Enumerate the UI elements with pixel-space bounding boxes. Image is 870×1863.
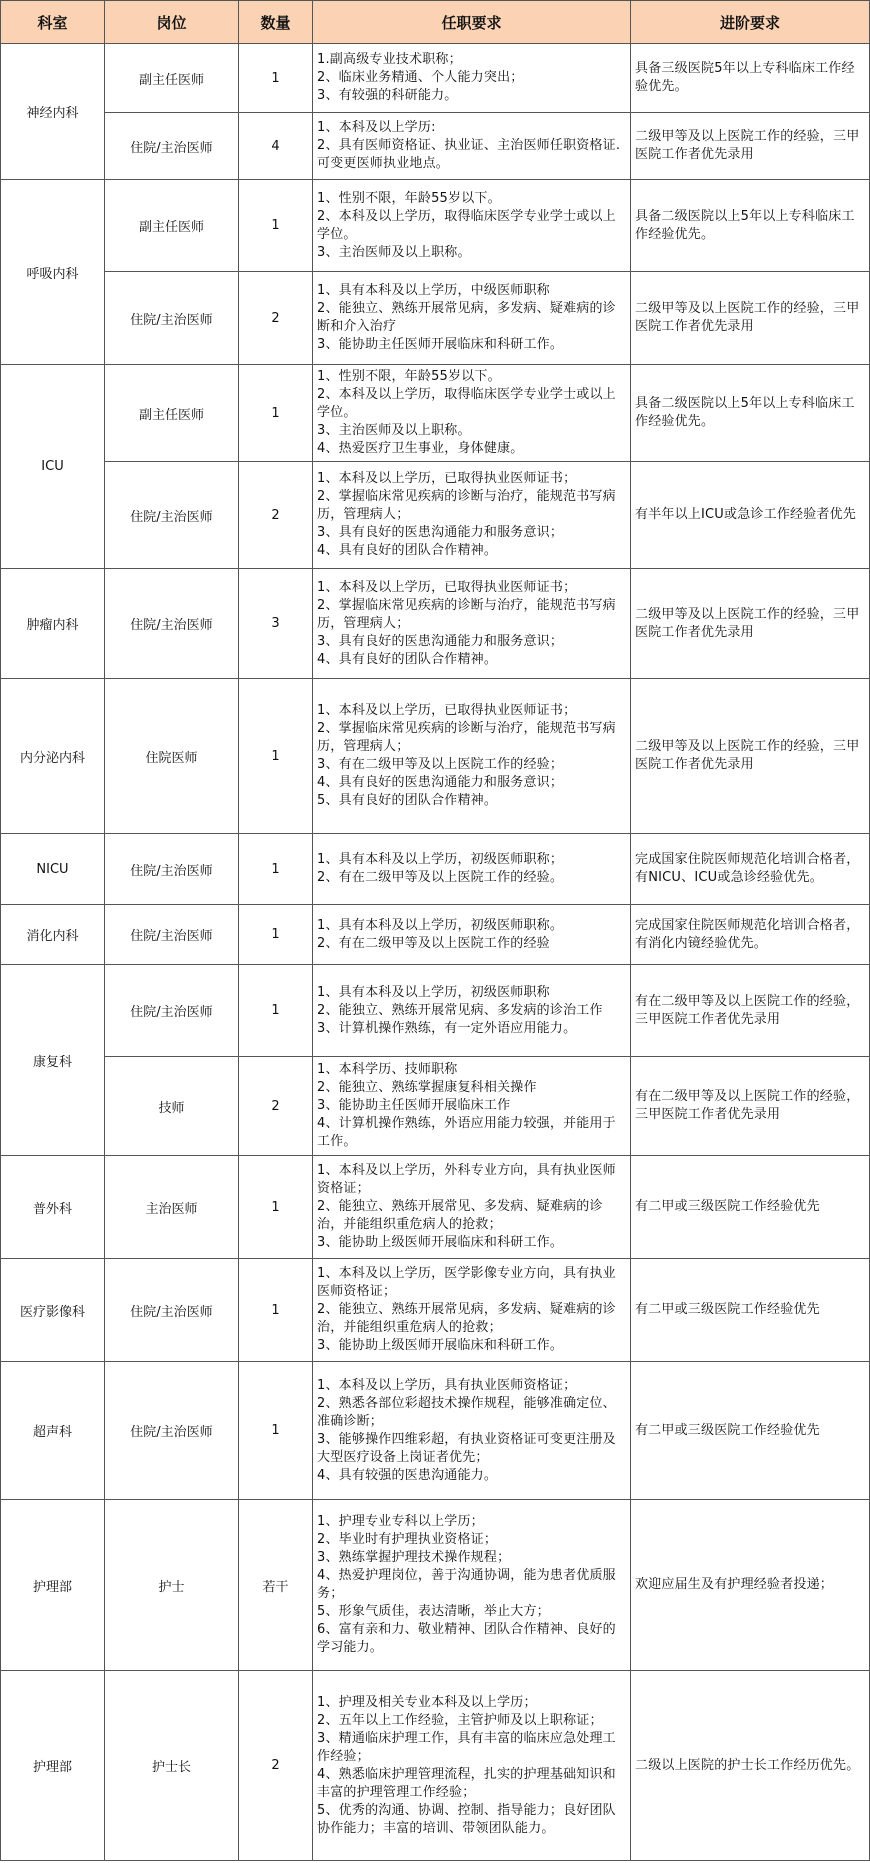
position-cell: 住院医师 [105,679,239,834]
table-row [1,180,870,272]
count-cell: 2 [239,1671,313,1861]
position-cell: 副主任医师 [105,180,239,272]
dept-cell: 医疗影像科 [1,1259,105,1362]
requirements-cell: 1、护理专业专科以上学历； 2、毕业时有护理执业资格证； 3、熟练掌握护理技术操作规程； 4、热爱护理岗位，善于沟通协调，能为患者优质服务； 5、形象气质佳，表达清晰，举止大方； 6、富有亲和力、敬业精神、团队合作精神、良好的学习能力。 [313,1500,631,1671]
count-cell: 1 [239,834,313,905]
table-row [1,272,870,365]
header-requirements: 任职要求 [313,1,631,44]
position-cell: 住院/主治医师 [105,272,239,365]
position-cell: 住院/主治医师 [105,462,239,569]
header-count: 数量 [239,1,313,44]
dept-cell: ICU [1,365,105,569]
table-row [1,1671,870,1861]
table-row [1,1156,870,1259]
count-cell: 1 [239,679,313,834]
dept-cell: 普外科 [1,1156,105,1259]
table-row [1,834,870,905]
requirements-cell: 1、护理及相关专业本科及以上学历； 2、五年以上工作经验，主管护师及以上职称证； 3、精通临床护理工作，具有丰富的临床应急处理工作经验； 4、熟悉临床护理管理流程，扎实的护理基础知识和丰富的护理管理工作经验； 5、优秀的沟通、协调、控制、指导能力；良好团队协作能力；丰富的培训、带领团队能力。 [313,1671,631,1861]
advanced-cell: 二级甲等及以上医院工作的经验，三甲医院工作者优先录用 [631,569,870,679]
requirements-cell: 1.副高级专业技术职称； 2、临床业务精通、个人能力突出； 3、有较强的科研能力。 [313,44,631,113]
requirements-cell: 1、性别不限，年龄55岁以下。 2、本科及以上学历，取得临床医学专业学士或以上学位。 3、主治医师及以上职称。 [313,180,631,272]
count-cell: 1 [239,965,313,1057]
table-row [1,462,870,569]
count-cell: 1 [239,1362,313,1500]
count-cell: 2 [239,1057,313,1156]
table-row [1,569,870,679]
header-position: 岗位 [105,1,239,44]
table-row [1,965,870,1057]
requirements-cell: 1、本科及以上学历，已取得执业医师证书； 2、掌握临床常见疾病的诊断与治疗，能规范书写病历，管理病人； 3、具有良好的医患沟通能力和服务意识； 4、具有良好的团队合作精神。 [313,462,631,569]
position-cell: 住院/主治医师 [105,834,239,905]
position-cell: 主治医师 [105,1156,239,1259]
position-cell: 副主任医师 [105,365,239,462]
advanced-cell: 完成国家住院医师规范化培训合格者，有消化内镜经验优先。 [631,905,870,965]
requirements-cell: 1、本科学历、技师职称 2、能独立、熟练掌握康复科相关操作 3、能协助主任医师开展临床工作 4、计算机操作熟练，外语应用能力较强，并能用于工作。 [313,1057,631,1156]
dept-cell: 护理部 [1,1500,105,1671]
advanced-cell: 完成国家住院医师规范化培训合格者，有NICU、ICU或急诊经验优先。 [631,834,870,905]
table-row [1,1259,870,1362]
requirements-cell: 1、具有本科及以上学历，初级医师职称； 2、有在二级甲等及以上医院工作的经验。 [313,834,631,905]
dept-cell: 消化内科 [1,905,105,965]
dept-cell: 超声科 [1,1362,105,1500]
header-advanced: 进阶要求 [631,1,870,44]
advanced-cell: 二级甲等及以上医院工作的经验，三甲医院工作者优先录用 [631,679,870,834]
count-cell: 1 [239,1156,313,1259]
advanced-cell: 欢迎应届生及有护理经验者投递； [631,1500,870,1671]
advanced-cell: 有在二级甲等及以上医院工作的经验，三甲医院工作者优先录用 [631,965,870,1057]
requirements-cell: 1、本科及以上学历: 2、具有医师资格证、执业证、主治医师任职资格证.可变更医师执业地点。 [313,113,631,180]
table-row [1,113,870,180]
advanced-cell: 有二甲或三级医院工作经验优先 [631,1362,870,1500]
advanced-cell: 二级甲等及以上医院工作的经验，三甲医院工作者优先录用 [631,272,870,365]
position-cell: 副主任医师 [105,44,239,113]
dept-cell: NICU [1,834,105,905]
dept-cell: 肿瘤内科 [1,569,105,679]
count-cell: 1 [239,905,313,965]
requirements-cell: 1、本科及以上学历，已取得执业医师证书； 2、掌握临床常见疾病的诊断与治疗，能规范书写病历，管理病人； 3、有在二级甲等及以上医院工作的经验； 4、具有良好的医患沟通能力和服务意识； 5、具有良好的团队合作精神。 [313,679,631,834]
advanced-cell: 有二甲或三级医院工作经验优先 [631,1259,870,1362]
requirements-cell: 1、本科及以上学历，外科专业方向，具有执业医师资格证； 2、能独立、熟练开展常见、多发病、疑难病的诊治，并能组织重危病人的抢救； 3、能协助上级医师开展临床和科研工作。 [313,1156,631,1259]
advanced-cell: 具备三级医院5年以上专科临床工作经验优先。 [631,44,870,113]
table-row [1,1057,870,1156]
requirements-cell: 1、本科及以上学历，医学影像专业方向，具有执业医师资格证； 2、能独立、熟练开展常见病，多发病、疑难病的诊治，并能组织重危病人的抢救； 3、能协助上级医师开展临床和科研工作。 [313,1259,631,1362]
count-cell: 4 [239,113,313,180]
count-cell: 2 [239,272,313,365]
position-cell: 护士长 [105,1671,239,1861]
count-cell: 1 [239,1259,313,1362]
advanced-cell: 二级甲等及以上医院工作的经验，三甲医院工作者优先录用 [631,113,870,180]
count-cell: 1 [239,180,313,272]
position-cell: 住院/主治医师 [105,1259,239,1362]
dept-cell: 康复科 [1,965,105,1156]
advanced-cell: 具备二级医院以上5年以上专科临床工作经验优先。 [631,365,870,462]
position-cell: 住院/主治医师 [105,905,239,965]
count-cell: 1 [239,44,313,113]
requirements-cell: 1、性别不限，年龄55岁以下。 2、本科及以上学历，取得临床医学专业学士或以上学位。 3、主治医师及以上职称。 4、热爱医疗卫生事业，身体健康。 [313,365,631,462]
count-cell: 若干 [239,1500,313,1671]
advanced-cell: 有半年以上ICU或急诊工作经验者优先 [631,462,870,569]
requirements-cell: 1、本科及以上学历，具有执业医师资格证； 2、熟悉各部位彩超技术操作规程，能够准确定位、准确诊断； 3、能够操作四维彩超，有执业资格证可变更注册及大型医疗设备上岗证者优先； 4、具有较强的医患沟通能力。 [313,1362,631,1500]
dept-cell: 呼吸内科 [1,180,105,365]
table-row [1,905,870,965]
table-row [1,365,870,462]
requirements-cell: 1、具有本科及以上学历，初级医师职称。 2、有在二级甲等及以上医院工作的经验 [313,905,631,965]
advanced-cell: 有在二级甲等及以上医院工作的经验，三甲医院工作者优先录用 [631,1057,870,1156]
advanced-cell: 有二甲或三级医院工作经验优先 [631,1156,870,1259]
position-cell: 住院/主治医师 [105,965,239,1057]
position-cell: 住院/主治医师 [105,569,239,679]
requirements-cell: 1、本科及以上学历，已取得执业医师证书； 2、掌握临床常见疾病的诊断与治疗，能规范书写病历，管理病人； 3、具有良好的医患沟通能力和服务意识； 4、具有良好的团队合作精神。 [313,569,631,679]
advanced-cell: 二级以上医院的护士长工作经历优先。 [631,1671,870,1861]
table-row [1,679,870,834]
advanced-cell: 具备二级医院以上5年以上专科临床工作经验优先。 [631,180,870,272]
count-cell: 1 [239,365,313,462]
table-row [1,44,870,113]
table-row [1,1500,870,1671]
position-cell: 技师 [105,1057,239,1156]
dept-cell: 内分泌内科 [1,679,105,834]
count-cell: 2 [239,462,313,569]
dept-cell: 神经内科 [1,44,105,180]
requirements-cell: 1、具有本科及以上学历，初级医师职称 2、能独立、熟练开展常见病、多发病的诊治工作 3、计算机操作熟练，有一定外语应用能力。 [313,965,631,1057]
table-row [1,1362,870,1500]
requirements-cell: 1、具有本科及以上学历，中级医师职称 2、能独立、熟练开展常见病，多发病、疑难病的诊断和介入治疗 3、能协助主任医师开展临床和科研工作。 [313,272,631,365]
table-header-row [1,1,870,44]
position-cell: 住院/主治医师 [105,113,239,180]
position-cell: 护士 [105,1500,239,1671]
position-cell: 住院/主治医师 [105,1362,239,1500]
count-cell: 3 [239,569,313,679]
header-dept: 科室 [1,1,105,44]
dept-cell: 护理部 [1,1671,105,1861]
